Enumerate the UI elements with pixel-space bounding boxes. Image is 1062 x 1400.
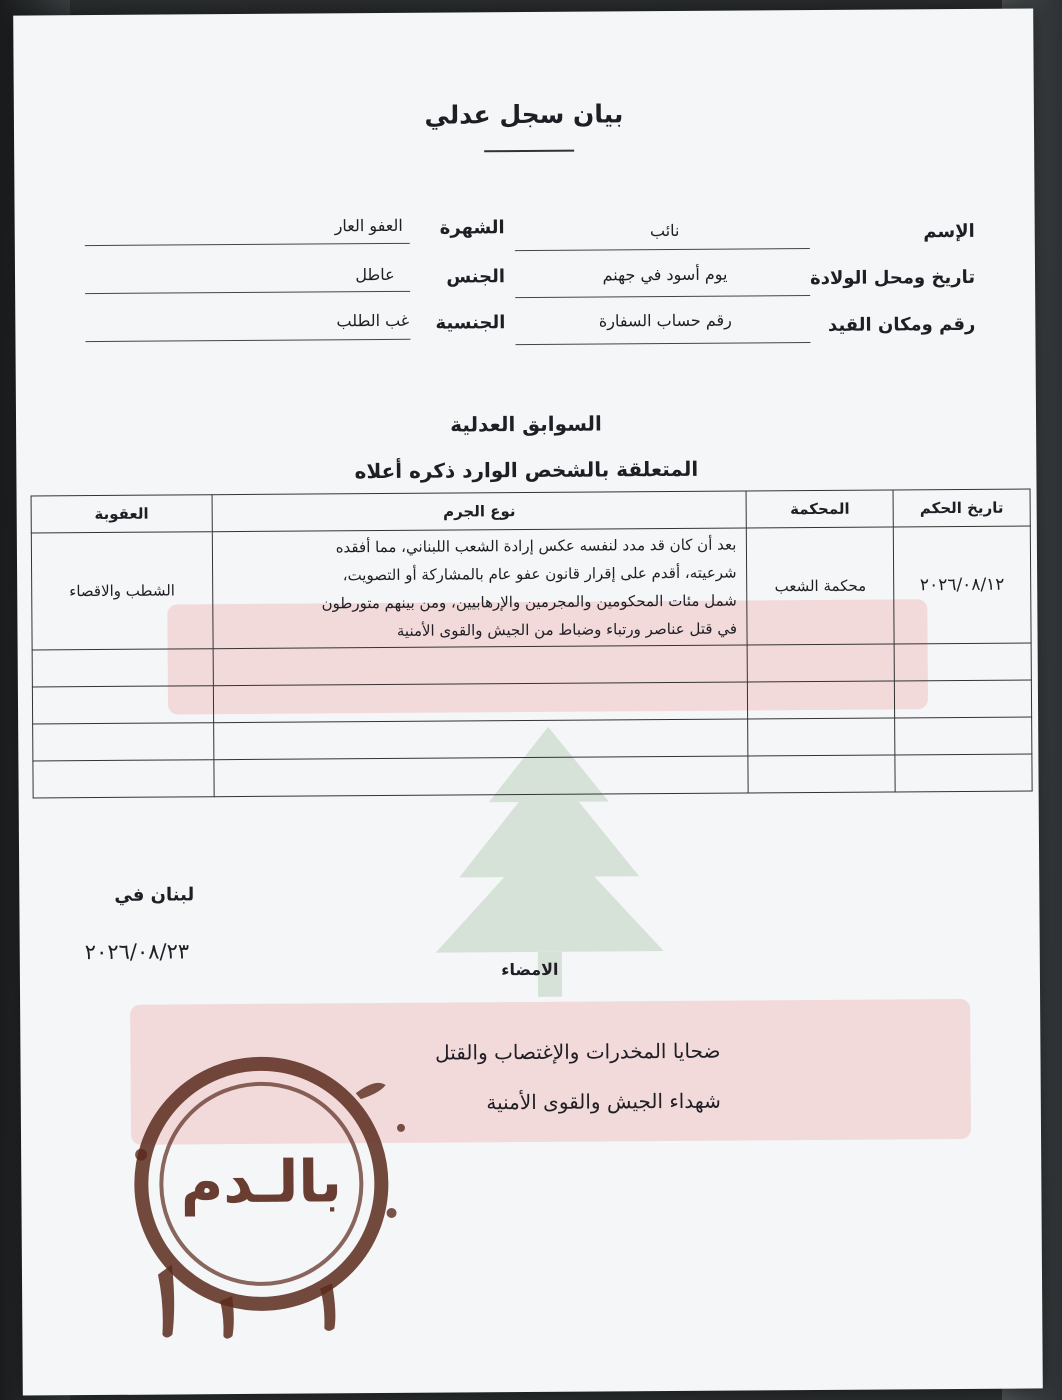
- registry-value: رقم حساب السفارة: [598, 310, 732, 331]
- header-date: تاريخ الحكم: [893, 489, 1030, 527]
- section-heading: السوابق العدلية: [450, 411, 602, 437]
- document-title: بيان سجل عدلي: [424, 99, 624, 130]
- nationality-label: الجنسية: [435, 312, 506, 334]
- signature-title: الامضاء: [501, 959, 559, 980]
- crime-line: بعد أن كان قد مدد لنفسه عكس إرادة الشعب اللبناني، مما أفقده: [335, 535, 737, 557]
- place-label: لبنان في: [114, 884, 195, 906]
- table-row: [33, 754, 1032, 798]
- record-date: ٢٠٢٦/٠٨/١٢: [893, 526, 1031, 644]
- signature-line: شهداء الجيش والقوى الأمنية: [486, 1088, 721, 1115]
- signature-line: ضحايا المخدرات والإغتصاب والقتل: [434, 1038, 721, 1065]
- name-line: [515, 248, 810, 251]
- stamp-text: بالـدم: [180, 1147, 343, 1217]
- table-row: [31, 526, 1031, 650]
- nickname-line: [85, 243, 410, 246]
- birth-value: يوم أسود في جهنم: [602, 264, 728, 285]
- issue-date: ٢٠٢٦/٠٨/٢٣: [84, 939, 190, 965]
- header-crime: نوع الجرم: [212, 491, 747, 532]
- crime-line: شرعيته، أقدم على إقرار قانون عفو عام بالمشاركة أو التصويت،: [342, 563, 737, 585]
- document-sheet: [13, 8, 1043, 1395]
- header-court: المحكمة: [747, 490, 894, 528]
- name-value: نائب: [649, 220, 680, 241]
- sex-value: عاطل: [355, 264, 395, 285]
- birth-label: تاريخ ومحل الولادة: [809, 266, 976, 290]
- registry-label: رقم ومكان القيد: [827, 313, 976, 336]
- nationality-line: [85, 339, 410, 342]
- sex-label: الجنس: [446, 266, 506, 288]
- crime-line: في قتل عناصر ورتباء وضباط من الجيش والقوى الأمنية: [396, 619, 738, 640]
- nickname-value: العفو العار: [334, 215, 403, 236]
- sex-line: [85, 291, 410, 294]
- nickname-label: الشهرة: [439, 217, 505, 239]
- birth-line: [515, 295, 810, 298]
- section-subheading: المتعلقة بالشخص الوارد ذكره أعلاه: [354, 456, 699, 484]
- crime-line: شمل مئات المحكومين والمجرمين والإرهابيين، ومن بينهم متورطون: [321, 591, 737, 613]
- record-crime: [212, 528, 748, 649]
- nationality-value: غب الطلب: [336, 310, 410, 331]
- header-penalty: العقوبة: [31, 495, 212, 533]
- blood-stamp: [100, 1033, 422, 1355]
- record-penalty: الشطب والاقصاء: [31, 532, 213, 650]
- title-underline: [484, 150, 574, 153]
- record-court: محكمة الشعب: [747, 527, 894, 645]
- criminal-records-table: [31, 488, 1033, 798]
- name-label: الإسم: [923, 220, 975, 243]
- registry-line: [516, 342, 811, 345]
